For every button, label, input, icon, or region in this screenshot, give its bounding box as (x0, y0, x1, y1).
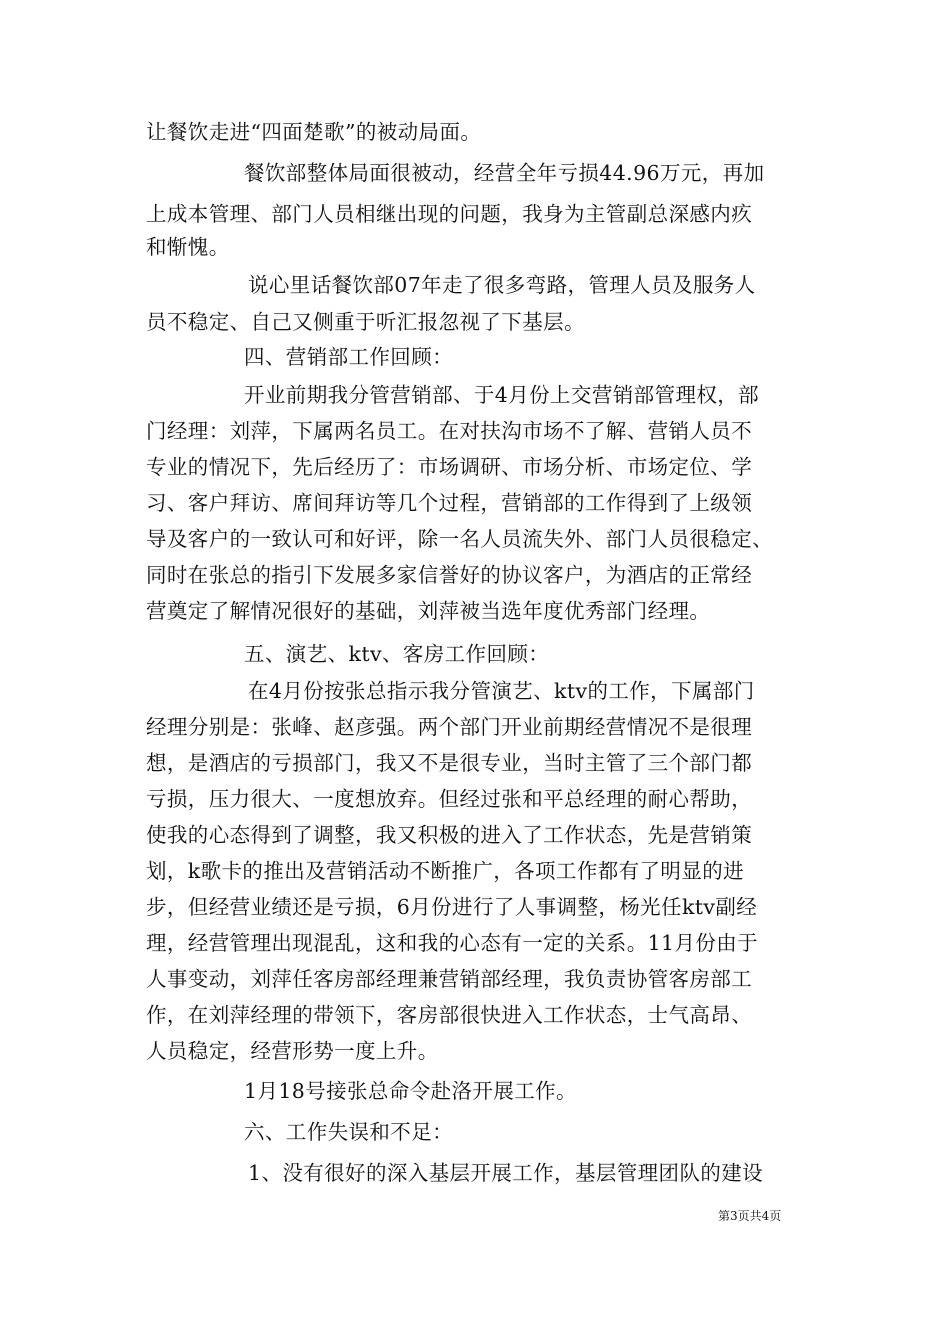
text-line-19: 亏损，压力很大、一度想放弃。但经过张和平总经理的耐心帮助， (146, 787, 753, 811)
text-line-20: 使我的心态得到了调整，我又积极的进入了工作状态，先是营销策 (146, 823, 753, 847)
text-line-2: 餐饮部整体局面很被动，经营全年亏损44.96万元，再加 (244, 161, 765, 185)
text-line-4: 和惭愧。 (146, 235, 230, 259)
text-line-17: 经理分别是：张峰、赵彦强。两个部门开业前期经营情况不是很理 (146, 715, 753, 739)
text-line-3: 上成本管理、部门人员相继出现的问题，我身为主管副总深感内疚 (146, 202, 753, 226)
text-line-29: 1、没有很好的深入基层开展工作，基层管理团队的建设 (248, 1161, 764, 1185)
text-line-24: 人事变动，刘萍任客房部经理兼营销部经理，我负责协管客房部工 (146, 967, 753, 991)
text-line-22: 步，但经营业绩还是亏损，6月份进行了人事调整，杨光任ktv副经 (146, 895, 758, 919)
section-heading-6: 六、工作失误和不足： (244, 1120, 453, 1144)
text-line-8: 开业前期我分管营销部、于4月份上交营销部管理权，部 (244, 383, 760, 407)
text-line-1: 让餐饮走进“四面楚歌”的被动局面。 (146, 120, 482, 144)
text-line-5: 说心里话餐饮部07年走了很多弯路，管理人员及服务人 (248, 273, 756, 297)
text-line-10: 专业的情况下，先后经历了：市场调研、市场分析、市场定位、学 (146, 455, 753, 479)
text-line-11: 习、客户拜访、席间拜访等几个过程，营销部的工作得到了上级领 (146, 491, 753, 515)
text-line-9: 门经理：刘萍，下属两名员工。在对扶沟市场不了解、营销人员不 (146, 419, 753, 443)
text-line-21: 划，k歌卡的推出及营销活动不断推广，各项工作都有了明显的进 (146, 859, 745, 883)
text-line-16: 在4月份按张总指示我分管演艺、ktv的工作，下属部门 (248, 679, 755, 703)
text-line-12: 导及客户的一致认可和好评，除一名人员流失外、部门人员很稳定、 (146, 527, 773, 551)
text-line-23: 理，经营管理出现混乱，这和我的心态有一定的关系。11月份由于 (146, 931, 759, 955)
text-line-25: 作，在刘萍经理的带领下，客房部很快进入工作状态，士气高昂、 (146, 1003, 753, 1027)
text-line-14: 营奠定了解情况很好的基础，刘萍被当选年度优秀部门经理。 (146, 599, 711, 623)
section-heading-5: 五、演艺、ktv、客房工作回顾： (244, 642, 550, 666)
text-line-6: 员不稳定、自己又侧重于听汇报忽视了下基层。 (146, 310, 585, 334)
page-number-footer: 第3页共4页 (718, 1209, 782, 1223)
section-heading-4: 四、营销部工作回顾： (244, 345, 453, 369)
text-line-13: 同时在张总的指引下发展多家信誉好的协议客户，为酒店的正常经 (146, 563, 753, 587)
text-line-27: 1月18号接张总命令赴洛开展工作。 (244, 1079, 577, 1103)
text-line-26: 人员稳定，经营形势一度上升。 (146, 1039, 439, 1063)
text-line-18: 想，是酒店的亏损部门，我又不是很专业，当时主管了三个部门都 (146, 751, 753, 775)
